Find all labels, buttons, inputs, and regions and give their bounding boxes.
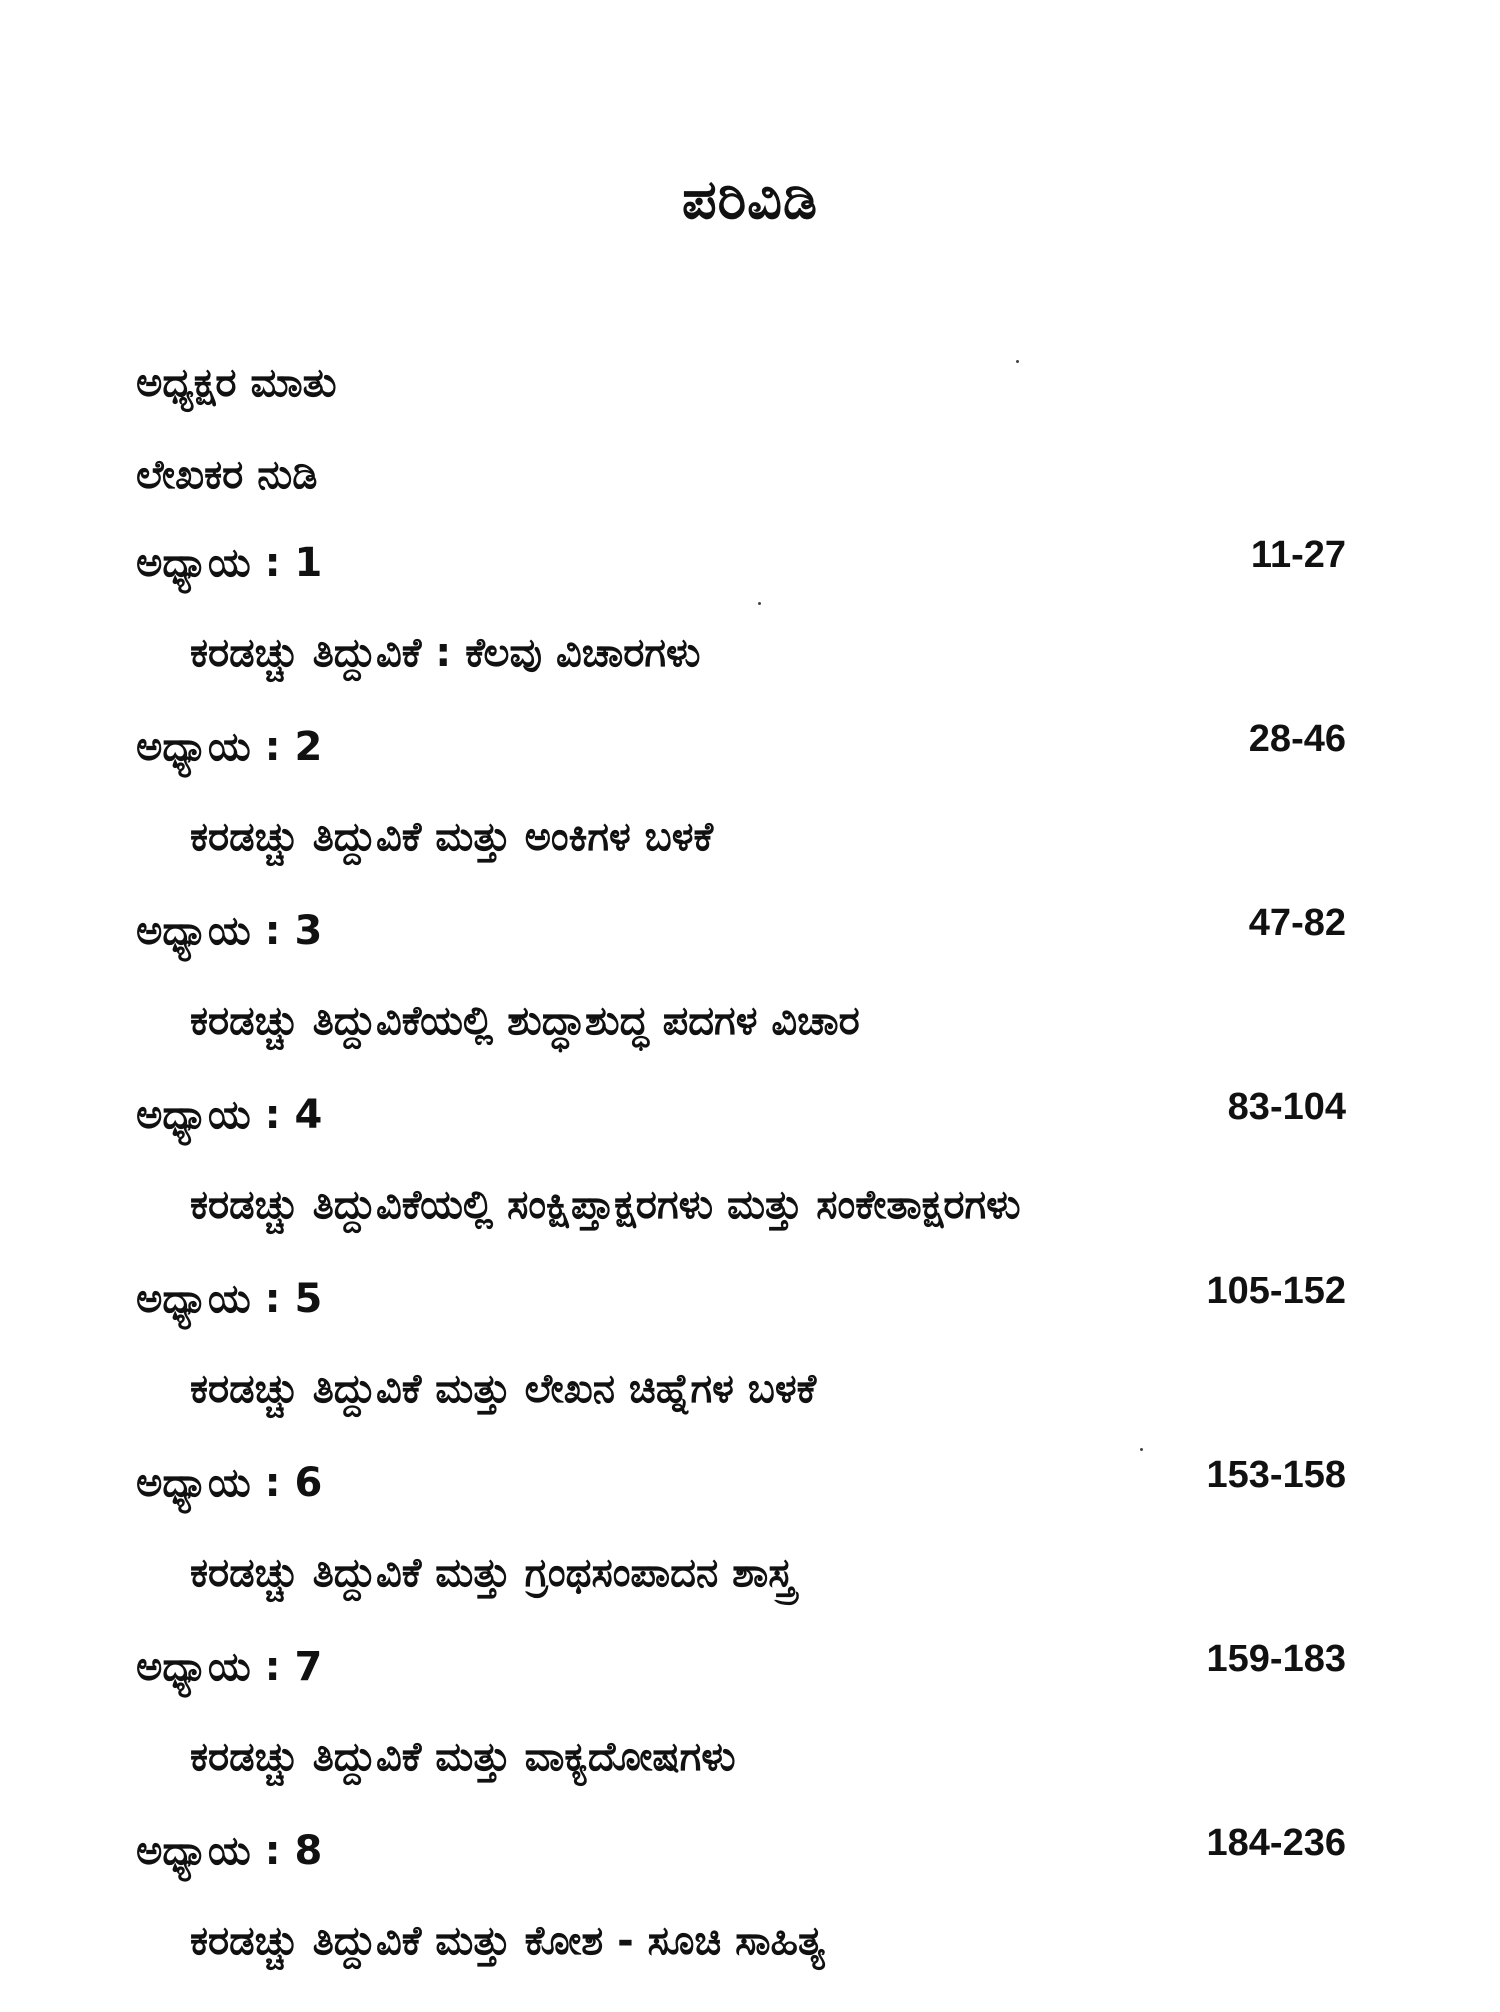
chapter-subtitle: ಕರಡಚ್ಚು ತಿದ್ದುವಿಕೆ ಮತ್ತು ವಾಕ್ಯದೋಷಗಳು [190,1734,736,1780]
chapter-page-range: 105-152 [1206,1270,1346,1312]
chapter-label: ಅಧ್ಯಾಯ : 6 [136,1460,323,1506]
chapter-page-range: 83-104 [1227,1086,1346,1128]
toc-entry-chapter-8 [136,1822,1346,2012]
chapter-subtitle: ಕರಡಚ್ಚು ತಿದ್ದುವಿಕೆ ಮತ್ತು ಗ್ರಂಥಸಂಪಾದನ ಶಾಸ್ತ್ರ [190,1550,795,1596]
chapter-page-range: 184-236 [1206,1822,1346,1864]
chapter-page-range: 28-46 [1248,718,1346,760]
toc-entry-chapter-6 [136,1454,1346,1644]
chapter-subtitle: ಕರಡಚ್ಚು ತಿದ್ದುವಿಕೆಯಲ್ಲಿ ಶುದ್ಧಾಶುದ್ಧ ಪದಗಳ ವಿಚಾರ [190,998,860,1044]
toc-entry-chapter-5 [136,1270,1346,1460]
scan-speck [1016,360,1019,363]
chapter-subtitle: ಕರಡಚ್ಚು ತಿದ್ದುವಿಕೆ ಮತ್ತು ಕೋಶ - ಸೂಚಿ ಸಾಹಿತ್ಯ [190,1918,825,1964]
front-matter-presidents-word: ಅಧ್ಯಕ್ಷರ ಮಾತು [136,360,337,406]
chapter-label: ಅಧ್ಯಾಯ : 1 [136,540,323,586]
toc-entry-chapter-4 [136,1086,1346,1276]
toc-entry-chapter-2 [136,718,1346,908]
scan-speck [1140,1448,1143,1451]
chapter-subtitle: ಕರಡಚ್ಚು ತಿದ್ದುವಿಕೆ ಮತ್ತು ಅಂಕಿಗಳ ಬಳಕೆ [190,814,714,860]
chapter-label: ಅಧ್ಯಾಯ : 3 [136,908,323,954]
chapter-subtitle: ಕರಡಚ್ಚು ತಿದ್ದುವಿಕೆ : ಕೆಲವು ವಿಚಾರಗಳು [190,630,701,676]
chapter-page-range: 47-82 [1248,902,1346,944]
scan-speck [758,602,761,605]
chapter-label: ಅಧ್ಯಾಯ : 8 [136,1828,323,1874]
toc-entry-chapter-7 [136,1638,1346,1828]
chapter-subtitle: ಕರಡಚ್ಚು ತಿದ್ದುವಿಕೆ ಮತ್ತು ಲೇಖನ ಚಿಹ್ನೆಗಳ ಬಳಕೆ [190,1366,817,1412]
toc-entry-chapter-1 [136,534,1346,724]
chapter-label: ಅಧ್ಯಾಯ : 5 [136,1276,323,1322]
chapter-label: ಅಧ್ಯಾಯ : 7 [136,1644,323,1690]
front-matter-authors-note: ಲೇಖಕರ ನುಡಿ [136,452,318,498]
chapter-page-range: 11-27 [1250,534,1346,576]
chapter-label: ಅಧ್ಯಾಯ : 2 [136,724,323,770]
page-title: ಪರಿವಿಡಿ [682,168,818,231]
chapter-subtitle: ಕರಡಚ್ಚು ತಿದ್ದುವಿಕೆಯಲ್ಲಿ ಸಂಕ್ಷಿಪ್ತಾಕ್ಷರಗಳು ಮತ್ತು ಸಂಕೇತಾಕ್ಷರಗಳು [190,1182,1021,1228]
chapter-page-range: 159-183 [1206,1638,1346,1680]
chapter-label: ಅಧ್ಯಾಯ : 4 [136,1092,323,1138]
toc-entry-chapter-3 [136,902,1346,1092]
chapter-page-range: 153-158 [1206,1454,1346,1496]
